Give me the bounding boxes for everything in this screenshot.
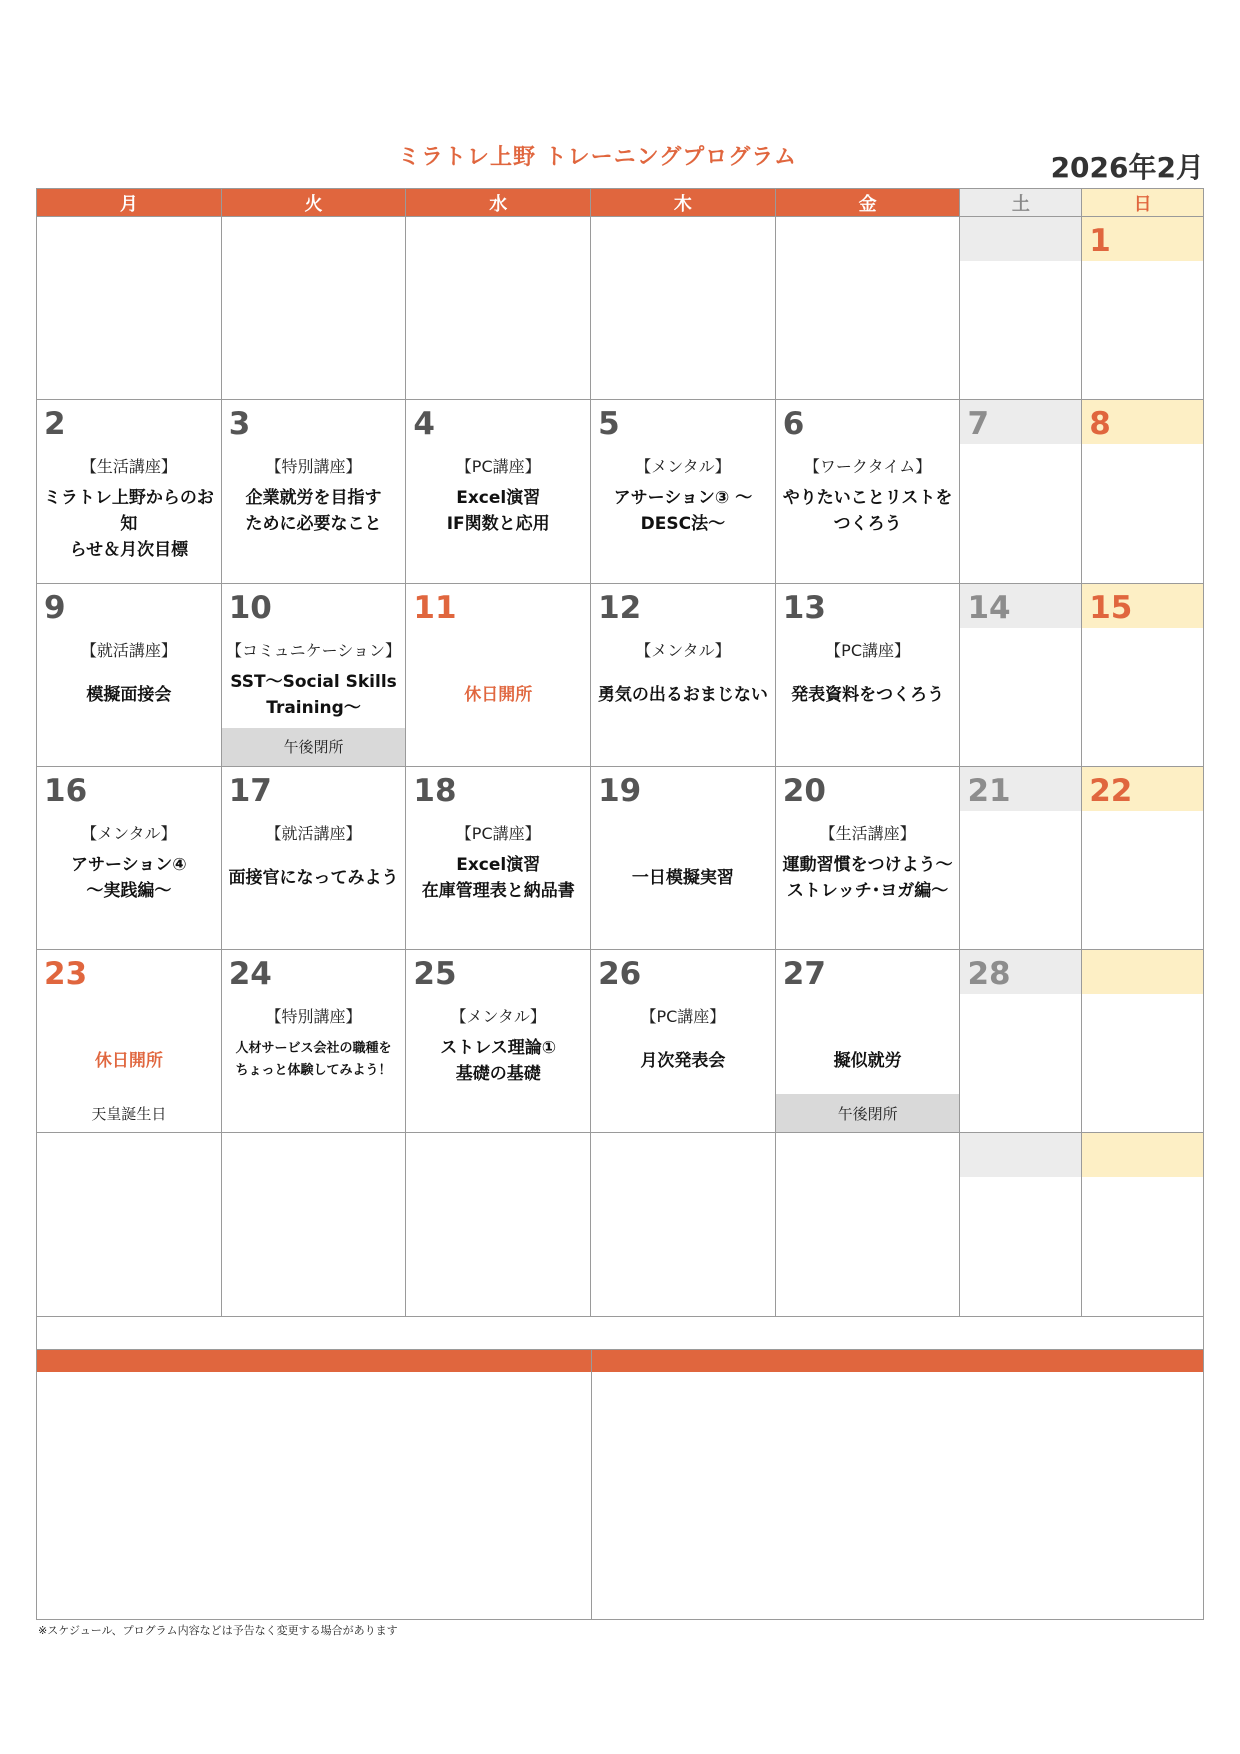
program-category: 【メンタル】	[450, 1007, 546, 1027]
day-cell	[591, 400, 776, 583]
program-title: 一日模擬実習	[631, 867, 734, 888]
day-cell	[222, 950, 407, 1133]
day-cell	[37, 950, 222, 1133]
day-number: 20	[782, 772, 826, 809]
day-number: 1	[1089, 223, 1111, 259]
program-title: 擬似就労	[833, 1051, 902, 1072]
notes-box-right	[592, 1350, 1204, 1620]
day-number: 2	[44, 406, 66, 443]
program-title: 休日開所	[94, 1051, 163, 1072]
day-cell-saturday	[960, 767, 1082, 950]
program-title: Excel演習 IF関数と応用	[446, 488, 550, 535]
day-cell-saturday	[960, 217, 1082, 400]
program-title: アサーション④ ～実践編～	[70, 854, 187, 901]
day-cell	[776, 584, 961, 767]
day-cell-saturday	[960, 1133, 1082, 1316]
program-title: 休日開所	[464, 684, 533, 705]
day-cell	[222, 584, 407, 767]
program-category: 【特別講座】	[265, 1007, 362, 1027]
day-cell	[776, 1133, 961, 1316]
notes-section	[37, 1350, 1204, 1620]
day-cell	[591, 1133, 776, 1316]
program-category: 【メンタル】	[81, 823, 177, 843]
day-number: 16	[44, 772, 88, 809]
day-cell	[776, 217, 961, 400]
day-number: 11	[413, 589, 457, 626]
program-category: 【メンタル】	[635, 457, 731, 477]
week-row	[37, 950, 1204, 1133]
weekday-thu: 木	[591, 189, 776, 217]
day-number: 21	[967, 772, 1011, 809]
weekday-sat: 土	[960, 189, 1082, 217]
day-number: 17	[228, 772, 272, 809]
program-title: ミラトレ上野からのお知 らせ＆月次目標	[43, 488, 214, 561]
program-title: 勇気の出るおまじない	[597, 684, 768, 705]
day-number: 19	[598, 772, 642, 809]
day-cell	[591, 217, 776, 400]
week-row	[37, 1133, 1204, 1316]
day-number: 28	[967, 956, 1011, 993]
day-cell	[37, 1133, 222, 1316]
day-cell	[37, 584, 222, 767]
program-title: 模擬面接会	[86, 684, 172, 705]
day-number: 24	[228, 956, 272, 993]
weekday-header	[37, 189, 1204, 217]
day-cell	[222, 217, 407, 400]
day-cell	[406, 767, 591, 950]
day-number: 5	[598, 406, 620, 443]
day-cell	[37, 400, 222, 583]
weekday-tue: 火	[222, 189, 407, 217]
day-cell-sunday	[1082, 1133, 1204, 1316]
month-label: 2026年2月	[1050, 151, 1204, 184]
day-number: 14	[967, 589, 1011, 626]
day-cell	[776, 950, 961, 1133]
program-title: やりたいことリストを つくろう	[782, 488, 953, 535]
day-cell	[776, 767, 961, 950]
day-cell	[776, 400, 961, 583]
day-number: 9	[44, 589, 66, 626]
week-row	[37, 400, 1204, 583]
program-title: 発表資料をつくろう	[791, 684, 945, 705]
day-cell	[406, 400, 591, 583]
day-number: 10	[228, 589, 272, 626]
program-title: 人材サービス会社の職種を ちょっと体験してみよう！	[235, 1041, 392, 1079]
day-number: 3	[228, 406, 251, 443]
program-title: 企業就労を目指す ために必要なこと	[245, 488, 382, 535]
day-cell	[222, 767, 407, 950]
program-title: 月次発表会	[640, 1051, 726, 1072]
day-cell	[37, 767, 222, 950]
day-cell	[222, 1133, 407, 1316]
day-cell	[406, 1133, 591, 1316]
day-cell	[406, 217, 591, 400]
page-title: ミラトレ上野 トレーニングプログラム	[397, 145, 797, 170]
day-cell-sunday	[1082, 584, 1204, 767]
holiday-label: 天皇誕生日	[91, 1105, 167, 1124]
footnote: ※スケジュール、プログラム内容などは予告なく変更する場合があります	[38, 1624, 398, 1637]
weekday-fri: 金	[776, 189, 961, 217]
day-number: 26	[598, 956, 642, 993]
program-category: 【特別講座】	[265, 457, 362, 477]
program-category: 【就活講座】	[80, 640, 177, 660]
program-category: 【就活講座】	[265, 823, 362, 843]
day-cell-sunday	[1082, 217, 1204, 400]
program-title: ストレス理論① 基礎の基礎	[440, 1038, 557, 1085]
day-number: 6	[782, 406, 805, 443]
day-number: 22	[1089, 772, 1133, 809]
afternoon-closed-badge: 午後閉所	[222, 728, 406, 766]
day-number: 25	[413, 956, 457, 993]
program-category: 【PC講座】	[455, 823, 541, 843]
day-cell	[37, 217, 222, 400]
day-cell-saturday	[960, 584, 1082, 767]
day-cell	[591, 950, 776, 1133]
notes-box-left	[37, 1350, 592, 1620]
day-number: 12	[598, 589, 642, 626]
program-title: Excel演習 在庫管理表と納品書	[421, 854, 575, 901]
afternoon-closed-badge: 午後閉所	[776, 1094, 960, 1132]
program-category: 【生活講座】	[819, 823, 916, 843]
program-category: 【PC講座】	[825, 640, 910, 660]
day-cell-saturday	[960, 950, 1082, 1133]
calendar-grid	[36, 188, 1204, 1620]
day-number: 27	[782, 956, 826, 993]
program-category: 【PC講座】	[640, 1007, 726, 1027]
day-cell	[406, 950, 591, 1133]
weekday-mon: 月	[37, 189, 222, 217]
spacer-row	[37, 1317, 1204, 1350]
day-cell-sunday	[1082, 767, 1204, 950]
program-category: 【コミュニケーション】	[226, 640, 402, 660]
program-title: アサーション③ ～ DESC法～	[613, 488, 753, 535]
program-category: 【生活講座】	[80, 457, 177, 477]
weekday-wed: 水	[406, 189, 591, 217]
day-number: 18	[413, 772, 457, 809]
day-number: 8	[1089, 406, 1111, 443]
day-number: 15	[1089, 589, 1133, 626]
day-number: 13	[782, 589, 826, 626]
week-row	[37, 767, 1204, 950]
day-cell	[591, 584, 776, 767]
day-cell	[591, 767, 776, 950]
program-category: 【PC講座】	[455, 457, 541, 477]
day-cell	[406, 584, 591, 767]
day-cell-sunday	[1082, 950, 1204, 1133]
program-title: 運動習慣をつけよう～ ストレッチ･ヨガ編～	[782, 854, 953, 901]
program-category: 【メンタル】	[635, 640, 731, 660]
day-number: 23	[44, 956, 88, 993]
week-row	[37, 584, 1204, 767]
program-title: SST～Social Skills Training～	[230, 671, 397, 718]
day-cell-saturday	[960, 400, 1082, 583]
weekday-sun: 日	[1082, 189, 1204, 217]
day-cell	[222, 400, 407, 583]
program-category: 【ワークタイム】	[803, 457, 932, 477]
program-title: 面接官になってみよう	[228, 867, 399, 888]
day-cell-sunday	[1082, 400, 1204, 583]
week-row	[37, 217, 1204, 400]
day-number: 7	[967, 406, 990, 443]
day-number: 4	[413, 406, 435, 443]
